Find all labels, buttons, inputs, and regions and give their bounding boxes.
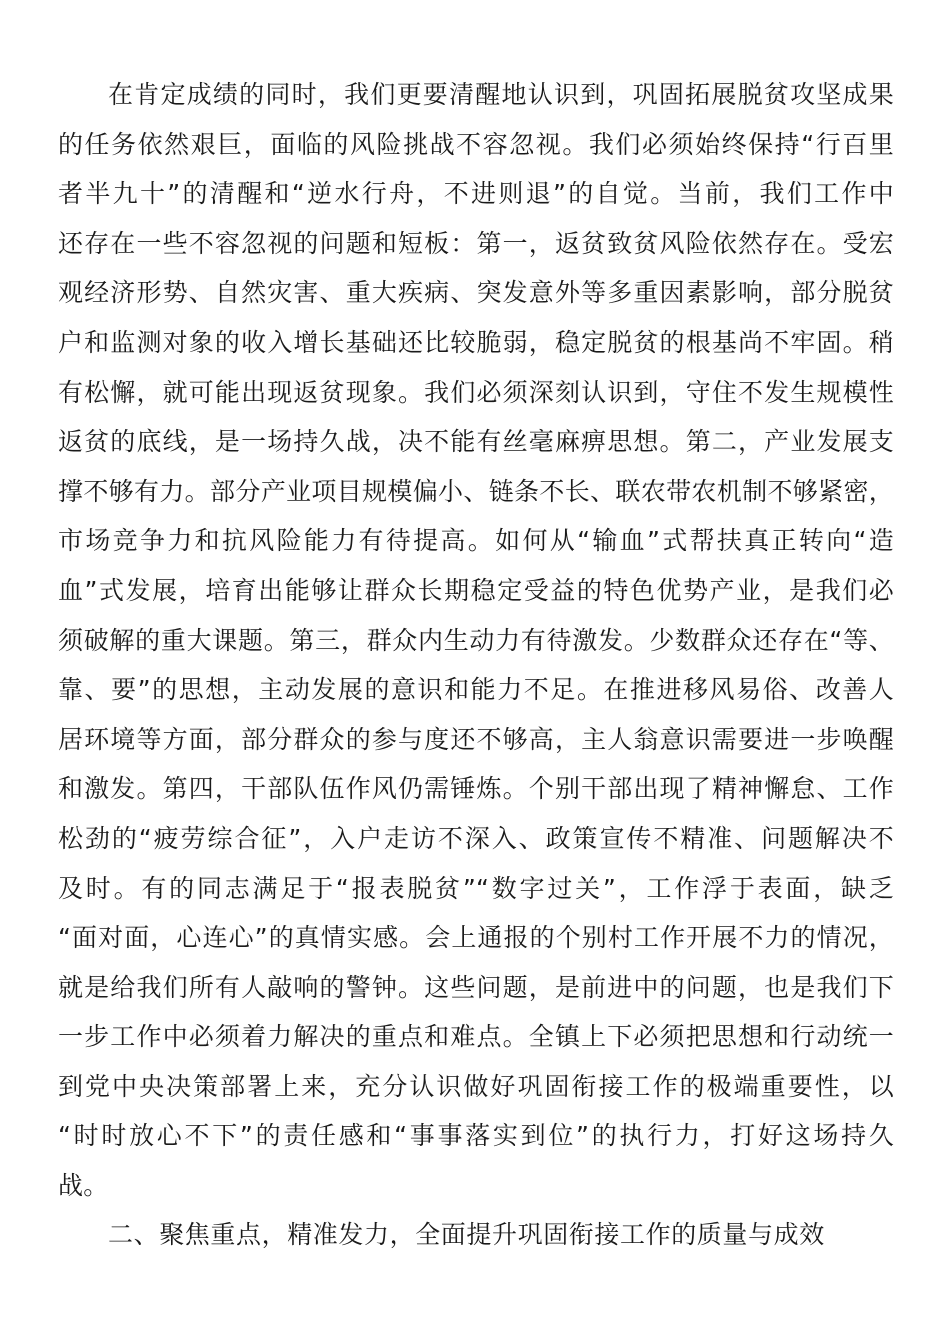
paragraph-line: 居环境等方面，部分群众的参与度还不够高，主人翁意识需要进一步唤醒 — [58, 724, 894, 754]
paragraph-line: 血”式发展，培育出能够让群众长期稳定受益的特色优势产业，是我们必 — [58, 575, 894, 605]
paragraph-line: 市场竞争力和抗风险能力有待提高。如何从“输血”式帮扶真正转向“造 — [58, 526, 894, 556]
paragraph-line: 者半九十”的清醒和“逆水行舟，不进则退”的自觉。当前，我们工作中 — [58, 179, 894, 209]
paragraph-line: 战。 — [58, 1171, 109, 1201]
paragraph-line: 靠、要”的思想，主动发展的意识和能力不足。在推进移风易俗、改善人 — [58, 675, 894, 705]
paragraph-line: 和激发。第四，干部队伍作风仍需锤炼。个别干部出现了精神懈怠、工作 — [58, 774, 894, 804]
paragraph-line: 在肯定成绩的同时，我们更要清醒地认识到，巩固拓展脱贫攻坚成果 — [108, 80, 894, 109]
paragraph-line: 到党中央决策部署上来，充分认识做好巩固衔接工作的极端重要性，以 — [58, 1071, 894, 1101]
paragraph-line: 松劲的“疲劳综合征”，入户走访不深入、政策宣传不精准、问题解决不 — [58, 823, 894, 853]
paragraph-line: 的任务依然艰巨，面临的风险挑战不容忽视。我们必须始终保持“行百里 — [58, 129, 894, 159]
body-paragraph — [58, 70, 894, 1211]
paragraph-line: 返贫的底线，是一场持久战，决不能有丝毫麻痹思想。第二，产业发展支 — [58, 427, 894, 457]
paragraph-line: 撑不够有力。部分产业项目规模偏小、链条不长、联农带农机制不够紧密， — [58, 476, 894, 506]
paragraph-line: 还存在一些不容忽视的问题和短板：第一，返贫致贫风险依然存在。受宏 — [58, 228, 894, 258]
paragraph-line: 就是给我们所有人敲响的警钟。这些问题，是前进中的问题，也是我们下 — [58, 972, 894, 1002]
paragraph-line: 及时。有的同志满足于“报表脱贫”“数字过关”，工作浮于表面，缺乏 — [58, 873, 894, 903]
paragraph-line: 有松懈，就可能出现返贫现象。我们必须深刻认识到，守住不发生规模性 — [58, 377, 894, 407]
paragraph-line: 户和监测对象的收入增长基础还比较脆弱，稳定脱贫的根基尚不牢固。稍 — [58, 327, 894, 357]
section-heading: 二、聚焦重点，精准发力，全面提升巩固衔接工作的质量与成效 — [108, 1220, 825, 1249]
paragraph-line: 一步工作中必须着力解决的重点和难点。全镇上下必须把思想和行动统一 — [58, 1022, 894, 1052]
paragraph-line: 须破解的重大课题。第三，群众内生动力有待激发。少数群众还存在“等、 — [58, 625, 894, 655]
paragraph-line: “面对面，心连心”的真情实感。会上通报的个别村工作开展不力的情况， — [58, 923, 894, 953]
paragraph-line: 观经济形势、自然灾害、重大疾病、突发意外等多重因素影响，部分脱贫 — [58, 278, 894, 308]
paragraph-line: “时时放心不下”的责任感和“事事落实到位”的执行力，打好这场持久 — [58, 1121, 894, 1151]
